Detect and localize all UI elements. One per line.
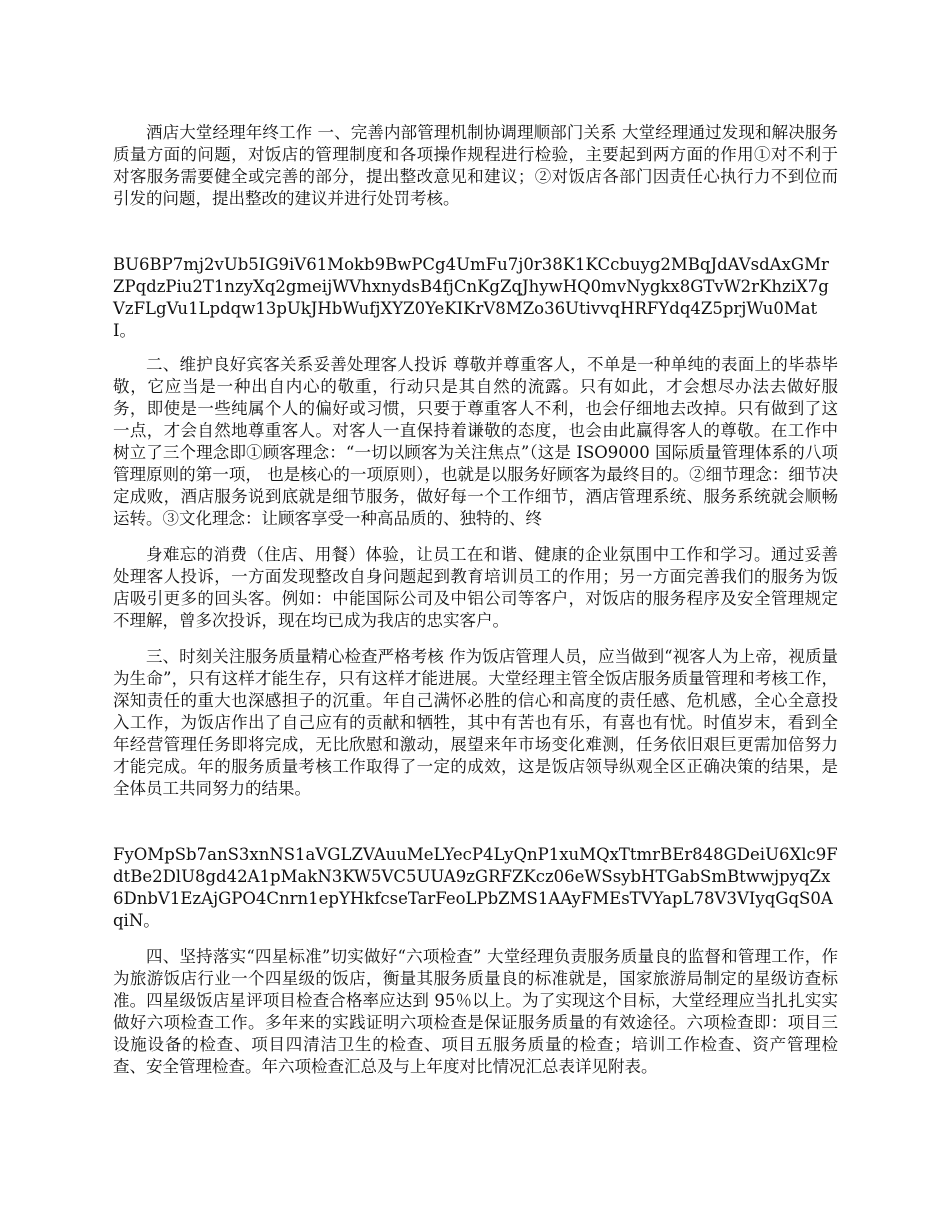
paragraph-section-2-continued: 身难忘的消费（住店、用餐）体验，让员工在和谐、健康的企业氛围中工作和学习。通过妥善处理客人投诉，一方面发现整改自身问题起到教育培训员工的作用；另一方面完善我们的服务为饭店吸引更多的回头客。例如：中能国际公司及中铝公司等客户，对饭店的服务程序及安全管理规定不理解，曾多次投诉，现在均已成为我店的忠实客户。 <box>113 545 838 630</box>
code-string-1: BU6BP7mj2vUb5IG9iV61Mokb9BwPCg4UmFu7j0r38K1KCcbuyg2MBqJdAVsdAxGMrZPqdzPiu2T1nzyXq2gmeijWVhxnydsB4fjCnKgZqJhywHQ0mvNygkx8GTvW2rKhziX7gVzFLgVu1Lpdqw13pUkJHbWufjXYZ0YeKIKrV8MZo36UtivvqHRFYdq4Z5prjWu0MatI。 <box>113 255 829 340</box>
document-page <box>113 122 838 1078</box>
paragraph-section-2: 二、维护良好宾客关系妥善处理客人投诉 尊敬并尊重客人，不单是一种单纯的表面上的毕恭毕敬，它应当是一种出自内心的敬重，行动只是其自然的流露。只有如此，才会想尽办法去做好服务，即使是一些纯属个人的偏好或习惯，只要于尊重客人不利，也会仔细地去改掉。只有做到了这一点，才会自然地尊重客人。对客人一直保持着谦敬的态度，也会由此赢得客人的尊敬。在工作中树立了三个理念即①顾客理念：“一切以顾客为关注焦点”（这是 ISO9000 国际质量管理体系的八项管理原则的第一项， 也是核心的一项原则），也就是以服务好顾客为最终目的。②细节理念：细节决定成败，酒店服务说到底就是细节服务，做好每一个工作细节，酒店管理系统、服务系统就会顺畅运转。③文化理念：让顾客享受一种高品质的、独特的、终 <box>113 355 838 528</box>
paragraph-section-4: 四、坚持落实“四星标准”切实做好“六项检查” 大堂经理负责服务质量良的监督和管理工作，作为旅游饭店行业一个四星级的饭店，衡量其服务质量良的标准就是，国家旅游局制定的星级访查标准。四星级饭店星评项目检查合格率应达到 95％以上。为了实现这个目标，大堂经理应当扎扎实实做好六项检查工作。多年来的实践证明六项检查是保证服务质量的有效途径。六项检查即：项目三设施设备的检查、项目四清洁卫生的检查、项目五服务质量的检查；培训工作检查、资产管理检查、安全管理检查。年六项检查汇总及与上年度对比情况汇总表详见附表。 <box>113 947 838 1076</box>
code-string-2: FyOMpSb7anS3xnNS1aVGLZVAuuMeLYecP4LyQnP1xuMQxTtmrBEr848GDeiU6Xlc9FdtBe2DlU8gd42A1pMakN3KW5VC5UUA9zGRFZKcz06eWSsybHTGabSmBtwwjpyqZx6DnbV1EzAjGPO4Cnrn1epYHkfcseTarFeoLPbZMS1AAyFMEsTVYapL78V3VIyqGqS0AqiN。 <box>113 845 838 930</box>
paragraph-intro: 酒店大堂经理年终工作 一、完善内部管理机制协调理顺部门关系 大堂经理通过发现和解决服务质量方面的问题，对饭店的管理制度和各项操作规程进行检验，主要起到两方面的作用①对不利于对客服务需要健全或完善的部分，提出整改意见和建议；②对饭店各部门因责任心执行力不到位而引发的问题，提出整改的建议并进行处罚考核。 <box>113 123 838 208</box>
paragraph-section-3: 三、时刻关注服务质量精心检查严格考核 作为饭店管理人员，应当做到“视客人为上帝，视质量为生命”，只有这样才能生存，只有这样才能进展。大堂经理主管全饭店服务质量管理和考核工作，深知责任的重大也深感担子的沉重。年自己满怀必胜的信心和高度的责任感、危机感，全心全意投入工作，为饭店作出了自己应有的贡献和牺牲，其中有苦也有乐，有喜也有忧。时值岁末，看到全年经营管理任务即将完成，无比欣慰和激动，展望来年市场变化难测，任务依旧艰巨更需加倍努力才能完成。年的服务质量考核工作取得了一定的成效，这是饭店领导纵观全区正确决策的结果，是全体员工共同努力的结果。 <box>113 647 838 798</box>
